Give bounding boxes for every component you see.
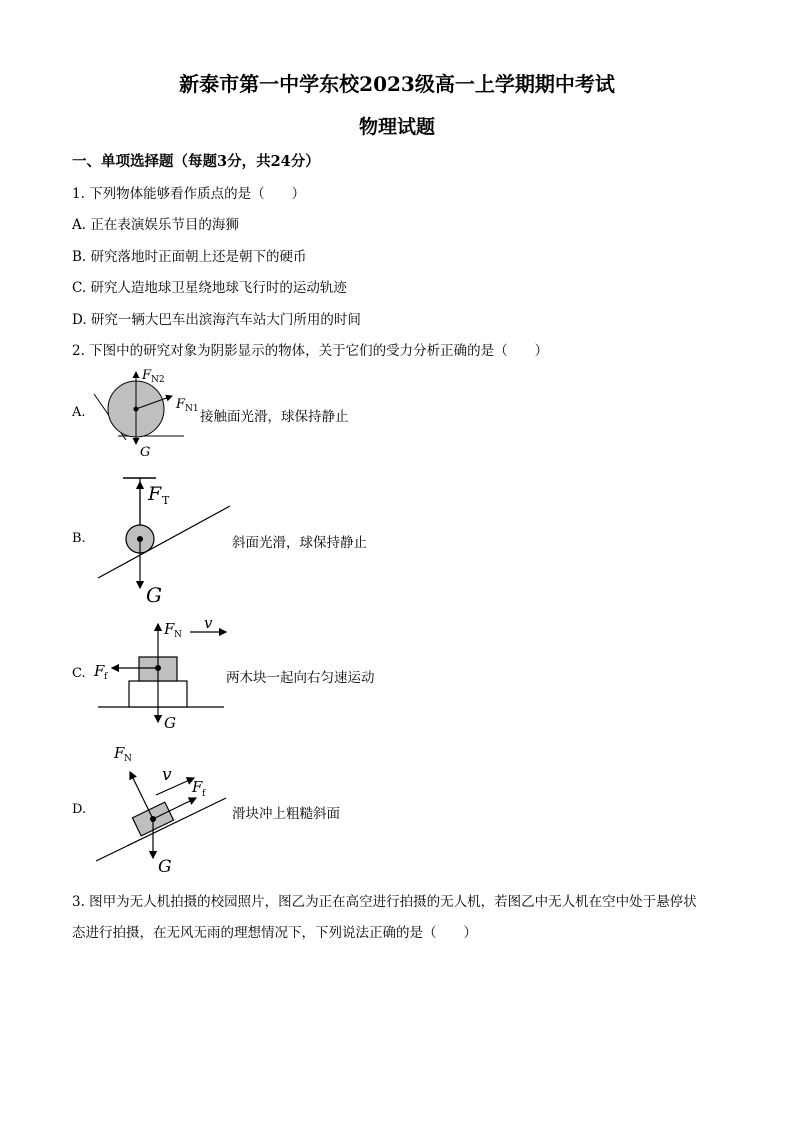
label-fn1-sub: N1	[185, 404, 199, 414]
q3-stem-line2: 态进行拍摄，在无风无雨的理想情况下，下列说法正确的是（ ）	[72, 925, 477, 941]
label-fn2: F	[142, 368, 152, 383]
q3-stem-line1: 3. 图甲为无人机拍摄的校园照片，图乙为正在高空进行拍摄的无人机，若图乙中无人机在空中处于悬停状	[72, 894, 697, 910]
label-g: G	[146, 583, 162, 607]
incline-line	[98, 506, 230, 578]
label-fn2-sub: N2	[151, 375, 165, 385]
subject-title: 物理试题	[358, 116, 435, 138]
q2-option-a-letter: A.	[72, 405, 86, 420]
diagram-b	[90, 470, 240, 610]
force-fn-arrow	[130, 772, 153, 819]
label-ft: F	[148, 483, 162, 505]
label-ff-sub: f	[104, 672, 108, 682]
label-fn1: F	[176, 397, 186, 412]
q1-stem: 1. 下列物体能够看作质点的是（ ）	[72, 186, 306, 202]
diagram-d	[90, 740, 240, 880]
q1-option-d: D. 研究一辆大巴车出滨海汽车站大门所用的时间	[72, 312, 361, 328]
label-v: v	[162, 765, 172, 785]
diagram-c	[90, 612, 240, 737]
q2-option-d-letter: D.	[72, 802, 87, 817]
q2-option-c-letter: C.	[72, 666, 86, 681]
label-ff: F	[94, 662, 105, 680]
label-ff: F	[192, 778, 203, 796]
section-heading: 一、单项选择题（每题3分，共24分）	[72, 153, 320, 170]
q2-option-a-caption: 接触面光滑，球保持静止	[200, 409, 349, 425]
label-fn: F	[164, 620, 175, 638]
label-fn-sub: N	[124, 754, 132, 764]
diagram-a	[80, 362, 210, 462]
q2-option-b-caption: 斜面光滑，球保持静止	[232, 535, 367, 551]
q2-option-b-letter: B.	[72, 531, 86, 546]
q1-option-b: B. 研究落地时正面朝上还是朝下的硬币	[72, 249, 307, 265]
label-ft-sub: T	[162, 494, 170, 507]
exam-title: 新泰市第一中学东校2023级高一上学期期中考试	[179, 72, 615, 96]
label-fn-sub: N	[174, 630, 182, 640]
label-ff-sub: f	[202, 789, 206, 799]
label-g: G	[164, 714, 176, 732]
label-v: v	[204, 614, 213, 632]
q2-option-c-caption: 两木块一起向右匀速运动	[226, 670, 375, 686]
label-g: G	[158, 857, 172, 877]
q2-option-d-caption: 滑块冲上粗糙斜面	[232, 806, 340, 822]
q2-stem: 2. 下图中的研究对象为阴影显示的物体，关于它们的受力分析正确的是（ ）	[72, 343, 549, 359]
q1-option-c: C. 研究人造地球卫星绕地球飞行时的运动轨迹	[72, 280, 347, 296]
label-fn: F	[114, 744, 125, 762]
label-g: G	[140, 445, 151, 460]
q1-option-a: A. 正在表演娱乐节目的海狮	[72, 217, 239, 233]
